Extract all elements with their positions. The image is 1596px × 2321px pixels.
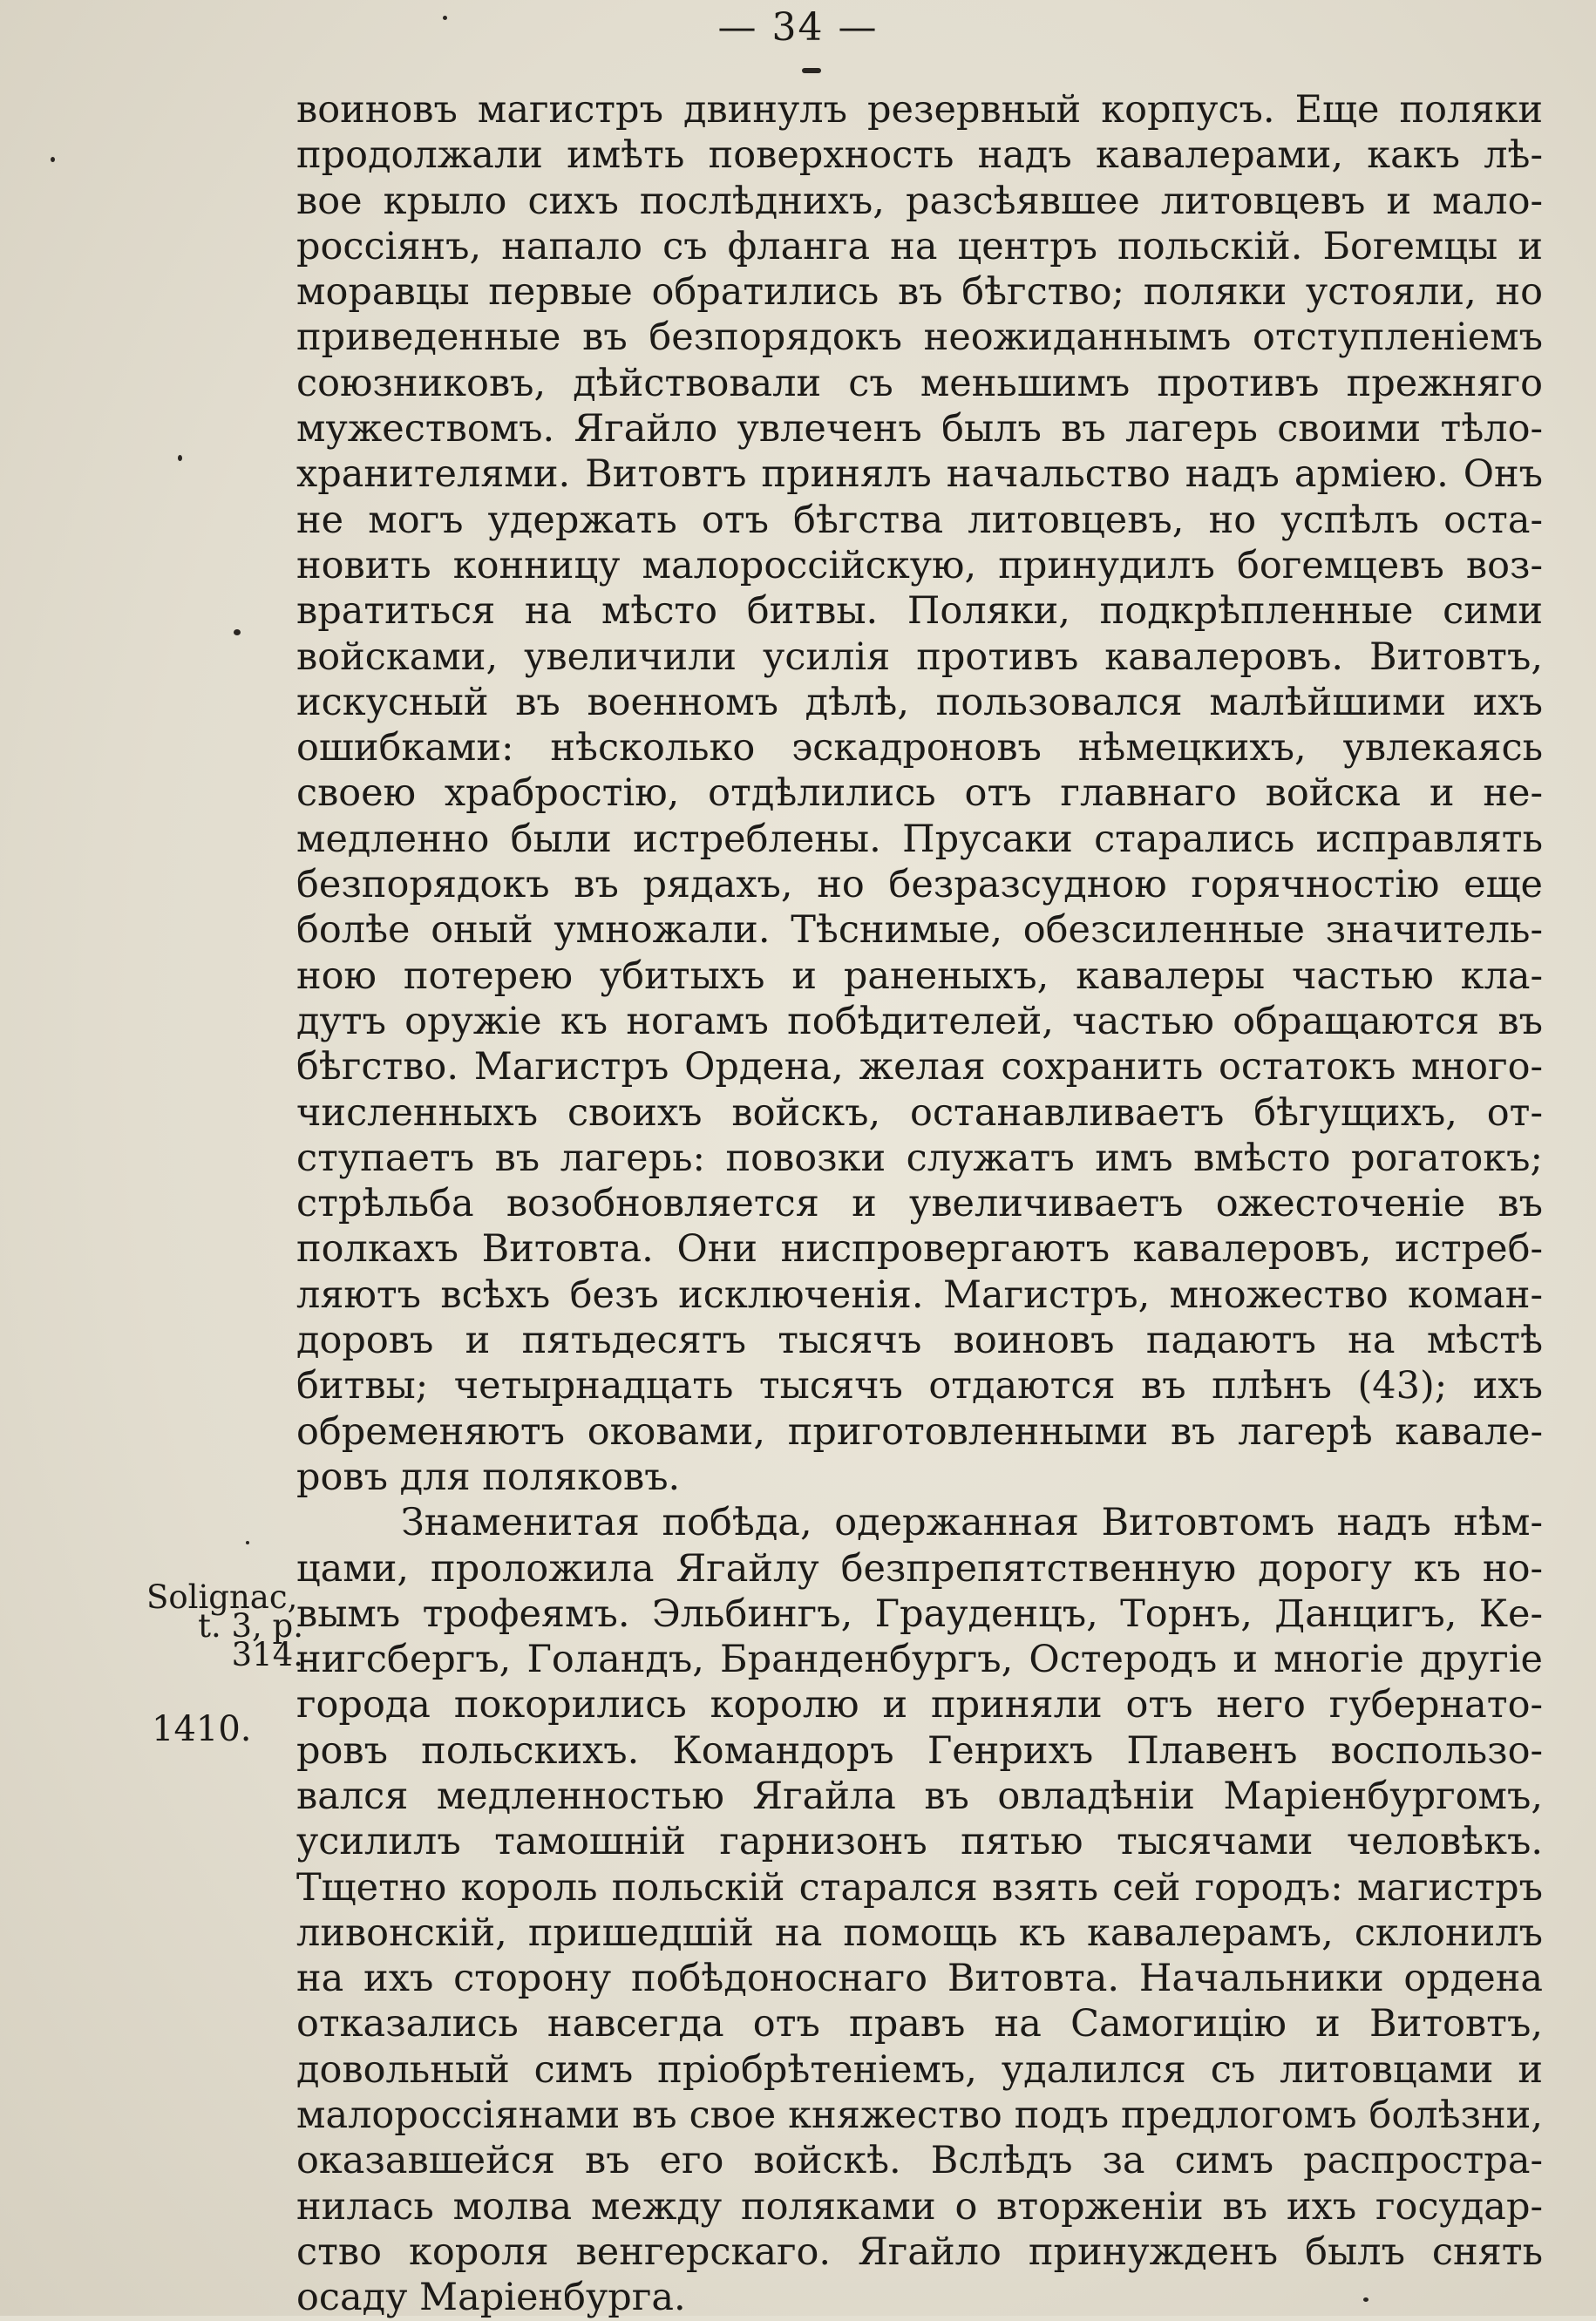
text-line-29: битвы; четырнадцать тысячъ отдаются въ плѣнъ (43); ихъ — [296, 1364, 1543, 1408]
text-line-22: бѣгство. Магистръ Ордена, желая сохранить остатокъ много- — [296, 1045, 1543, 1089]
text-line-10: не могъ удержать отъ бѣгства литовцевъ, но успѣлъ оста- — [296, 498, 1543, 542]
text-line-44: довольный симъ пріобрѣтеніемъ, удалился съ литовцами и — [296, 2047, 1543, 2092]
text-line-13: войсками, увеличили усилія противъ кавалеровъ. Витовтъ, — [296, 635, 1543, 679]
paper-speck — [178, 455, 182, 461]
text-line-19: болѣе оный умножали. Тѣснимые, обезсиленные значитель- — [296, 908, 1543, 953]
text-line-38: вался медленностью Ягайла въ овладѣніи Маріенбургомъ, — [296, 1774, 1543, 1818]
text-line-30: обременяютъ оковами, приготовленными въ лагерѣ кавале- — [296, 1409, 1543, 1454]
text-line-11: новить конницу малороссійскую, принудилъ богемцевъ воз- — [296, 543, 1543, 587]
text-line-15: ошибками: нѣсколько эскадроновъ нѣмецкихъ, увлекаясь — [296, 726, 1543, 770]
text-line-5: моравцы первые обратились въ бѣгство; поляки устояли, но — [296, 270, 1543, 315]
text-line-1: воиновъ магистръ двинулъ резервный корпусъ. Еще поляки — [296, 88, 1543, 132]
text-line-43: отказались навсегда отъ правъ на Самогицію и Витовтъ, — [296, 2002, 1543, 2046]
text-line-49: осаду Маріенбурга. — [296, 2276, 686, 2320]
paper-speck — [1363, 2297, 1368, 2302]
paper-speck — [246, 1541, 249, 1544]
margin-source-volume: t. 3, p. — [198, 1607, 303, 1645]
paper-speck — [802, 68, 821, 73]
text-line-42: на ихъ сторону побѣдоноснаго Витовта. Начальники ордена — [296, 1957, 1543, 2001]
margin-notes — [146, 1578, 303, 1749]
text-line-18: безпорядокъ въ рядахъ, но безразсудною горячностію еще — [296, 863, 1543, 907]
text-line-31: ровъ для поляковъ. — [296, 1455, 681, 1499]
margin-source-author: Solignac, — [146, 1578, 298, 1616]
text-line-21: дутъ оружіе къ ногамъ побѣдителей, частью обращаются въ — [296, 999, 1543, 1043]
text-line-7: союзниковъ, дѣйствовали съ меньшимъ противъ прежняго — [296, 361, 1543, 405]
paper-speck — [443, 16, 447, 20]
text-line-2: продолжали имѣть поверхность надъ кавалерами, какъ лѣ- — [296, 133, 1543, 178]
text-line-23: численныхъ своихъ войскъ, останавливаетъ бѣгущихъ, от- — [296, 1090, 1543, 1135]
text-line-6: приведенные въ безпорядокъ неожиданнымъ отступленіемъ — [296, 316, 1543, 360]
text-line-17: медленно были истреблены. Прусаки старались исправлять — [296, 817, 1543, 861]
page-number: — 34 — — [717, 5, 879, 50]
text-line-12: вратиться на мѣсто битвы. Поляки, подкрѣпленные сими — [296, 589, 1543, 634]
text-line-24: ступаетъ въ лагерь: повозки служатъ имъ вмѣсто рогатокъ; — [296, 1136, 1543, 1180]
text-line-4: россіянъ, напало съ фланга на центръ польскій. Богемцы и — [296, 224, 1543, 268]
text-line-8: мужествомъ. Ягайло увлеченъ былъ въ лагерь своими тѣло- — [296, 407, 1543, 451]
text-line-36: города покорились королю и приняли отъ него губернато- — [296, 1683, 1543, 1727]
text-line-20: ною потерею убитыхъ и раненыхъ, кавалеры частью кла- — [296, 954, 1543, 998]
text-line-41: ливонскій, пришедшій на помощь къ кавалерамъ, склонилъ — [296, 1910, 1543, 1955]
text-line-33: цами, проложила Ягайлу безпрепятственную дорогу къ но- — [296, 1546, 1543, 1591]
paper-speck — [51, 157, 55, 162]
text-line-45: малороссіянами въ свое княжество подъ предлогомъ болѣзни, — [296, 2094, 1543, 2138]
text-line-37: ровъ польскихъ. Командоръ Генрихъ Плавенъ воспользо- — [296, 1728, 1543, 1773]
text-line-47: нилась молва между поляками о вторженіи въ ихъ государ- — [296, 2184, 1543, 2229]
text-line-3: вое крыло сихъ послѣднихъ, разсѣявшее литовцевъ и мало- — [296, 179, 1543, 223]
text-line-25: стрѣльба возобновляется и увеличиваетъ ожесточеніе въ — [296, 1182, 1543, 1226]
text-line-28: доровъ и пятьдесятъ тысячъ воиновъ падаютъ на мѣстѣ — [296, 1319, 1543, 1363]
text-line-35: нигсбергъ, Голандъ, Бранденбургъ, Остеродъ и многіе другіе — [296, 1638, 1543, 1682]
text-line-46: оказавшейся въ его войскѣ. Вслѣдъ за симъ распростра- — [296, 2139, 1543, 2183]
text-line-48: ство короля венгерскаго. Ягайло принужденъ былъ снять — [296, 2229, 1543, 2274]
text-line-14: искусный въ военномъ дѣлѣ, пользовался малѣйшими ихъ — [296, 680, 1543, 724]
text-line-9: хранителями. Витовтъ принялъ начальство надъ арміею. Онъ — [296, 452, 1543, 497]
margin-year: 1410. — [152, 1709, 252, 1749]
text-line-26: полкахъ Витовта. Они ниспровергаютъ кавалеровъ, истреб- — [296, 1227, 1543, 1272]
text-line-27: ляютъ всѣхъ безъ исключенія. Магистръ, множество коман- — [296, 1272, 1543, 1317]
main-text — [296, 87, 1543, 2321]
text-line-40: Тщетно король польскій старался взять сей городъ: магистръ — [296, 1865, 1543, 1910]
text-line-32: Знаменитая побѣда, одержанная Витовтомъ надъ нѣм- — [401, 1501, 1543, 1545]
margin-source-page: 314. — [231, 1636, 303, 1673]
text-line-34: вымъ трофеямъ. Эльбингъ, Грауденцъ, Торнъ, Данцигъ, Ке- — [296, 1591, 1543, 1636]
text-line-16: своею храбростію, отдѣлились отъ главнаго войска и не- — [296, 771, 1543, 816]
paper-speck — [234, 629, 241, 635]
text-line-39: усилилъ тамошній гарнизонъ пятью тысячами человѣкъ. — [296, 1820, 1543, 1864]
